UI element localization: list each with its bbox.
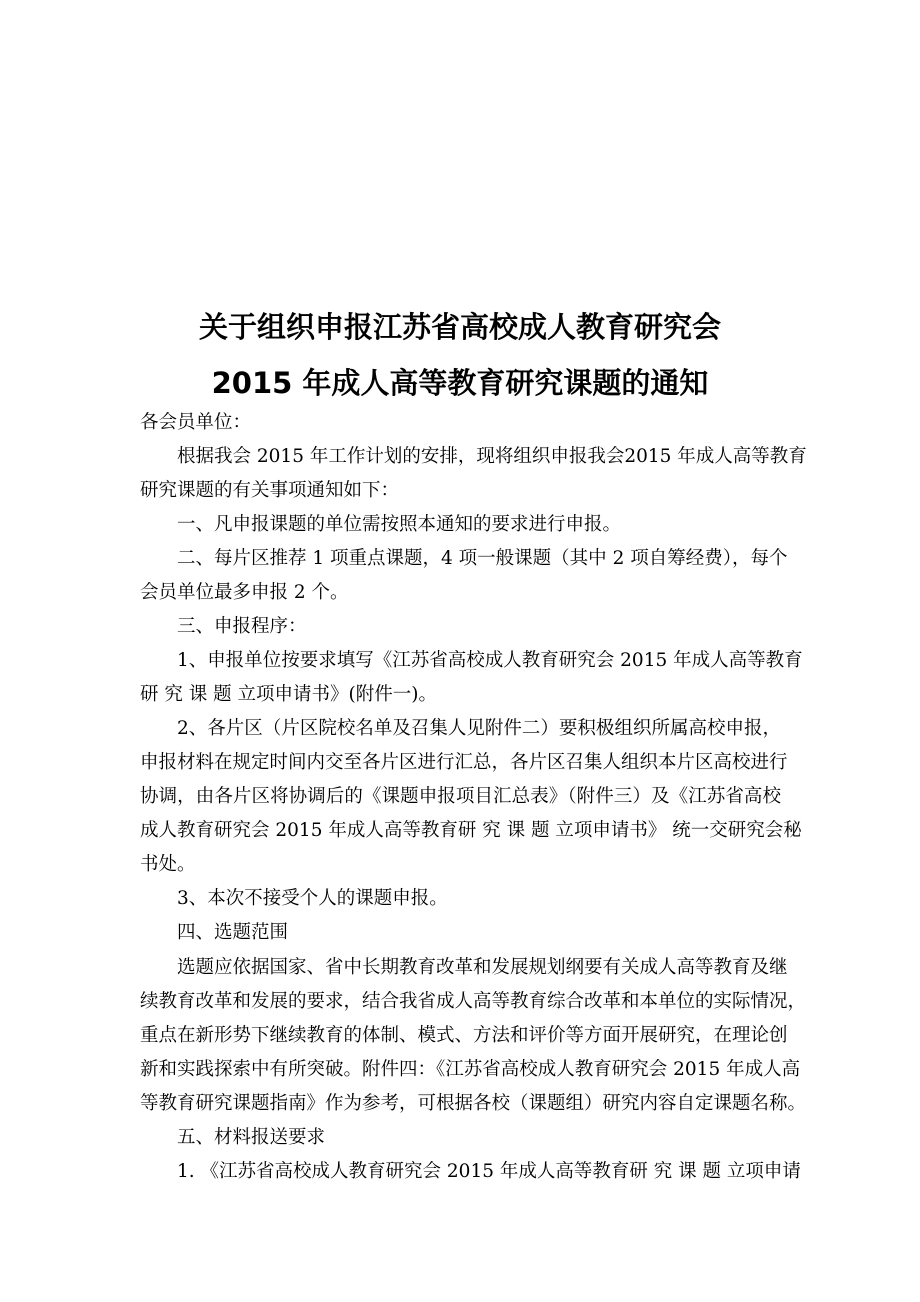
- section-heading: 三、申报程序：: [140, 616, 307, 637]
- notice-title-line-1: 关于组织申报江苏省高校成人教育研究会: [198, 310, 721, 344]
- body-line: 续教育改革和发展的要求，结合我省成人高等教育综合改革和本单位的实际情况，: [140, 991, 807, 1012]
- body-line: 1、申报单位按要求填写《江苏省高校成人教育研究会 2015 年成人高等教育: [140, 650, 803, 671]
- body-line: 根据我会 2015 年工作计划的安排，现将组织申报我会2015 年成人高等教育: [140, 446, 807, 467]
- body-line: 1. 《江苏省高校成人教育研究会 2015 年成人高等教育研 究 课 题 立项申请: [140, 1161, 801, 1182]
- body-line: 会员单位最多申报 2 个。: [140, 582, 349, 603]
- body-line: 研 究 课 题 立项申请书》(附件一)。: [140, 684, 437, 705]
- body-line: 等教育研究课题指南》作为参考，可根据各校（课题组）研究内容自定课题名称。: [140, 1093, 807, 1114]
- body-line: 申报材料在规定时间内交至各片区进行汇总，各片区召集人组织本片区高校进行: [140, 752, 788, 773]
- salutation: 各会员单位：: [140, 412, 252, 433]
- body-line: 研究课题的有关事项通知如下：: [140, 480, 400, 501]
- body-line: 协调，由各片区将协调后的《课题申报项目汇总表》（附件三）及《江苏省高校: [140, 786, 781, 807]
- section-heading: 五、材料报送要求: [140, 1127, 326, 1148]
- body-line: 书处。: [140, 854, 196, 875]
- section-heading: 四、选题范围: [140, 922, 289, 943]
- body-line: 3、本次不接受个人的课题申报。: [140, 888, 448, 909]
- body-line: 重点在新形势下继续教育的体制、模式、方法和评价等方面开展研究，在理论创: [140, 1025, 788, 1046]
- body-line: 新和实践探索中有所突破。附件四：《江苏省高校成人教育研究会 2015 年成人高: [140, 1059, 801, 1080]
- notice-title-line-2: 2015 年成人高等教育研究课题的通知: [211, 366, 709, 400]
- body-line: 成人教育研究会 2015 年成人高等教育研 究 课 题 立项申请书》 统一交研究会秘: [140, 820, 802, 841]
- body-line: 2、各片区（片区院校名单及召集人见附件二）要积极组织所属高校申报，: [140, 718, 781, 739]
- body-line: 二、每片区推荐 1 项重点课题，4 项一般课题（其中 2 项自筹经费），每个: [140, 548, 788, 569]
- body-line: 一、凡申报课题的单位需按照本通知的要求进行申报。: [140, 514, 622, 535]
- body-line: 选题应依据国家、省中长期教育改革和发展规划纲要有关成人高等教育及继: [140, 957, 788, 978]
